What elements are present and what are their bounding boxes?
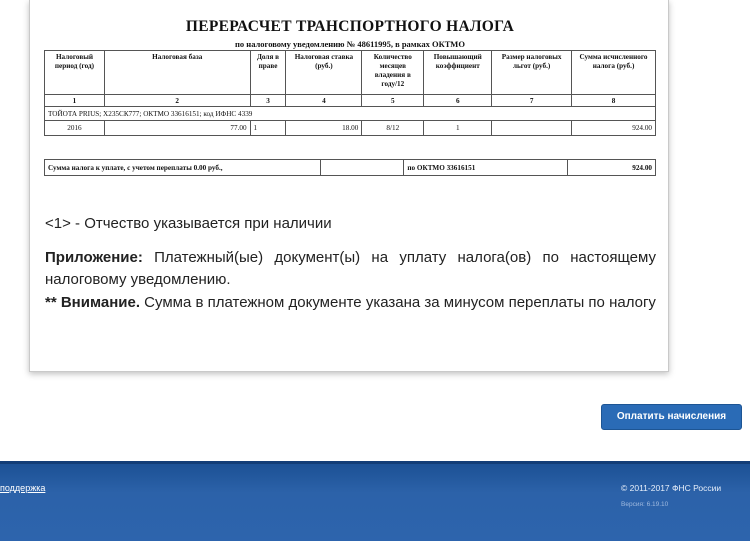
version-text: Версия: 6.19.10 xyxy=(621,501,669,508)
column-number: 1 xyxy=(45,95,105,107)
header-cell: Налоговая ставка (руб.) xyxy=(286,51,362,95)
document-title: ПЕРЕРАСЧЕТ ТРАНСПОРТНОГО НАЛОГА xyxy=(185,18,515,35)
summary-oktmo: по ОКТМО 33616151 xyxy=(404,160,568,176)
column-number: 8 xyxy=(572,95,656,107)
tax-notice-document xyxy=(29,0,669,372)
patronymic-note: <1> - Отчество указывается при наличии xyxy=(45,215,332,232)
summary-empty-cell xyxy=(320,160,404,176)
tax-calculation-table xyxy=(44,50,656,136)
column-number: 2 xyxy=(104,95,250,107)
summary-amount: 924.00 xyxy=(568,160,656,176)
warning-note xyxy=(45,292,656,314)
header-cell: Налоговый период (год) xyxy=(45,51,105,95)
header-cell: Количество месяцев владения в году/12 xyxy=(362,51,424,95)
share-cell: 1 xyxy=(250,121,286,136)
table-header-row xyxy=(45,51,656,95)
summary-row xyxy=(45,160,656,176)
column-number: 5 xyxy=(362,95,424,107)
coefficient-cell: 1 xyxy=(424,121,492,136)
warning-label: ** Внимание. xyxy=(45,294,140,311)
benefit-cell xyxy=(492,121,572,136)
column-number: 4 xyxy=(286,95,362,107)
vehicle-row xyxy=(45,107,656,121)
header-cell: Доля в праве xyxy=(250,51,286,95)
pay-charges-button[interactable]: Оплатить начисления xyxy=(601,404,742,430)
document-subtitle: по налоговому уведомлению № 48611995, в рамках ОКТМО xyxy=(235,39,465,49)
months-cell: 8/12 xyxy=(362,121,424,136)
footer-divider xyxy=(0,461,750,464)
column-number: 6 xyxy=(424,95,492,107)
column-number: 3 xyxy=(250,95,286,107)
vehicle-info: ТОЙОТА PRIUS; Х235СК777; ОКТМО 33616151; код ИФНС 4339 xyxy=(45,107,656,121)
table-row xyxy=(45,121,656,136)
tax-period-cell: 2016 xyxy=(45,121,105,136)
tax-base-cell: 77.00 xyxy=(104,121,250,136)
site-footer xyxy=(0,461,750,541)
header-cell: Повышающий коэффициент xyxy=(424,51,492,95)
column-number: 7 xyxy=(492,95,572,107)
copyright-text: © 2011-2017 ФНС России xyxy=(621,483,722,493)
header-cell: Налоговая база xyxy=(104,51,250,95)
header-cell: Размер налоговых льгот (руб.) xyxy=(492,51,572,95)
appendix-label: Приложение: xyxy=(45,249,143,266)
appendix-note xyxy=(45,247,656,291)
summary-table xyxy=(44,159,656,176)
appendix-text: Платежный(ые) документ(ы) на уплату налога(ов) по настоящему налоговому уведомлению. xyxy=(45,249,656,288)
support-link[interactable]: поддержка xyxy=(0,483,46,493)
warning-text: Сумма в платежном документе указана за минусом переплаты по налогу xyxy=(140,294,656,311)
tax-amount-cell: 924.00 xyxy=(572,121,656,136)
column-number-row xyxy=(45,95,656,107)
tax-rate-cell: 18.00 xyxy=(286,121,362,136)
summary-label: Сумма налога к уплате, с учетом переплаты 0.00 руб., xyxy=(45,160,321,176)
header-cell: Сумма исчисленного налога (руб.) xyxy=(572,51,656,95)
